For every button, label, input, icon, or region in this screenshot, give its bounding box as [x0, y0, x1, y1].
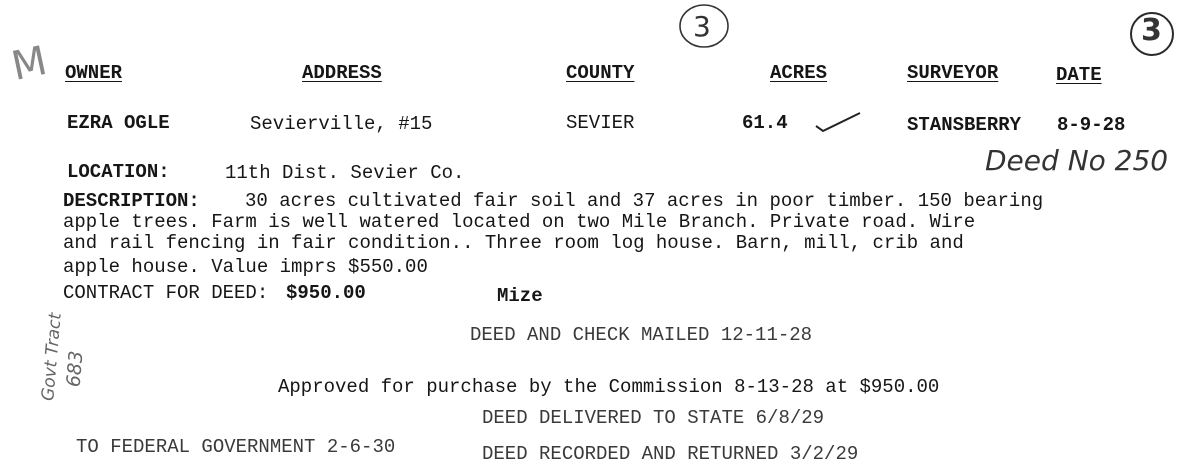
owner-header: OWNER — [65, 62, 123, 84]
date-header: DATE — [1056, 64, 1102, 86]
address-value: Sevierville, #15 — [250, 113, 433, 135]
description-label: DESCRIPTION: — [63, 190, 200, 212]
margin-note — [31, 310, 119, 407]
county-header: COUNTY — [566, 62, 635, 84]
margin-note-line: Govt Tract — [38, 312, 66, 402]
description-line: and rail fencing in fair condition.. Three room log house. Barn, mill, crib and — [63, 232, 964, 254]
deed-recorded: DEED RECORDED AND RETURNED 3/2/29 — [482, 443, 859, 465]
margin-initials: M — [7, 37, 51, 91]
owner-value: EZRA OGLE — [67, 112, 170, 134]
deed-number: Deed No 250 — [985, 144, 1169, 177]
deed-delivered: DEED DELIVERED TO STATE 6/8/29 — [482, 407, 825, 429]
contract-label: CONTRACT FOR DEED: — [63, 282, 269, 304]
address-header: ADDRESS — [302, 62, 382, 84]
acres-header: ACRES — [770, 62, 828, 84]
federal-government: TO FEDERAL GOVERNMENT 2-6-30 — [76, 436, 396, 458]
acres-value: 61.4 — [742, 112, 788, 134]
surveyor-header: SURVEYOR — [907, 62, 999, 84]
deed-check-mailed: DEED AND CHECK MAILED 12-11-28 — [470, 324, 813, 346]
approved-line: Approved for purchase by the Commission 8-13-28 at $950.00 — [278, 376, 940, 398]
date-value: 8-9-28 — [1057, 114, 1126, 136]
checkmark-icon — [814, 110, 864, 134]
contract-amount: $950.00 — [286, 282, 366, 304]
county-value: SEVIER — [566, 112, 635, 134]
margin-note-line: 683 — [62, 349, 88, 388]
description-line: apple house. Value imprs $550.00 — [63, 256, 428, 278]
location-value: 11th Dist. Sevier Co. — [225, 162, 465, 184]
page-number-corner: 3 — [1141, 13, 1162, 48]
surveyor-value: STANSBERRY — [907, 114, 1022, 136]
description-line: apple trees. Farm is well watered located on two Mile Branch. Private road. Wire — [63, 211, 976, 233]
location-label: LOCATION: — [67, 161, 170, 183]
description-line: 30 acres cultivated fair soil and 37 acres in poor timber. 150 bearing — [245, 190, 1044, 212]
page-number-center: 3 — [693, 10, 711, 43]
contract-name: Mize — [497, 285, 543, 307]
